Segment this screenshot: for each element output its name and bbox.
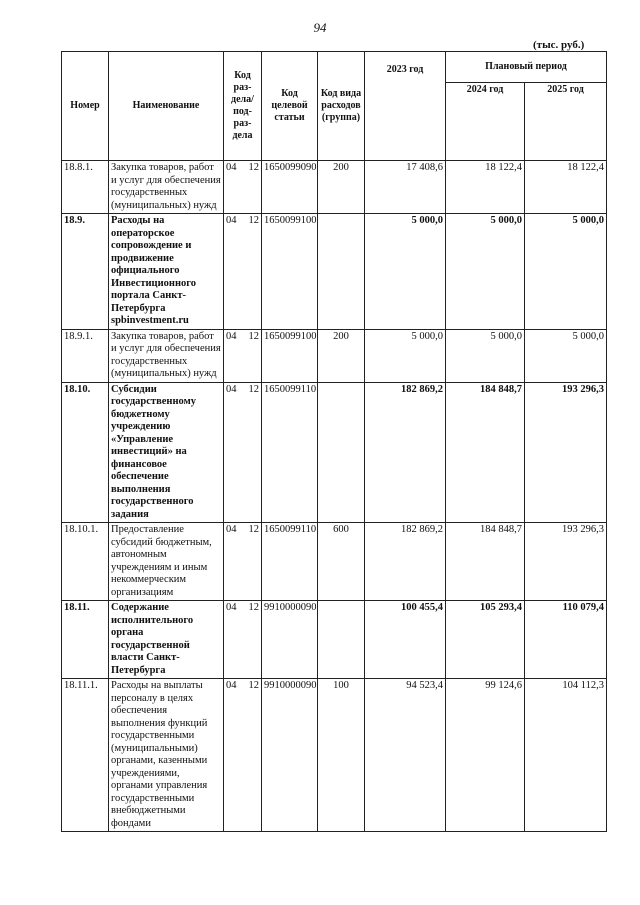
row-number: 18.9.1.	[62, 329, 109, 382]
row-target: 1650099100	[262, 214, 318, 330]
row-2024: 105 293,4	[446, 601, 525, 679]
row-expense-type	[318, 601, 365, 679]
row-subsection: 12	[248, 602, 259, 613]
row-section-cell	[224, 382, 262, 523]
row-number: 18.10.	[62, 382, 109, 523]
row-name: Расходы на выплаты персоналу в целях обеспечения выполнения функций государственными (муниципальными) органами, казенными учреждениями, органами управления государственными внебюджетными фондами	[109, 679, 224, 832]
row-2023: 182 869,2	[365, 382, 446, 523]
row-expense-type: 600	[318, 523, 365, 601]
header-2024: 2024 год	[446, 82, 525, 160]
header-section: Код раз-дела/ под-раз-дела	[224, 52, 262, 161]
row-expense-type: 200	[318, 161, 365, 214]
row-section: 04	[226, 602, 237, 613]
units-label: (тыс. руб.)	[533, 39, 585, 51]
row-target: 9910000090	[262, 601, 318, 679]
row-section-cell	[224, 523, 262, 601]
row-2023: 100 455,4	[365, 601, 446, 679]
row-name: Содержание исполнительного органа государственной власти Санкт-Петербурга	[109, 601, 224, 679]
row-section: 04	[226, 215, 237, 226]
row-name: Закупка товаров, работ и услуг для обеспечения государственных (муниципальных) нужд	[109, 161, 224, 214]
row-2024: 5 000,0	[446, 214, 525, 330]
row-name: Закупка товаров, работ и услуг для обеспечения государственных (муниципальных) нужд	[109, 329, 224, 382]
header-number: Номер	[62, 52, 109, 161]
header-row	[62, 52, 607, 83]
row-name: Субсидии государственному бюджетному учреждению «Управление инвестиций» на финансовое обеспечение выполнения государственного задания	[109, 382, 224, 523]
row-target: 1650099110	[262, 523, 318, 601]
row-2024: 184 848,7	[446, 523, 525, 601]
row-2025: 5 000,0	[525, 214, 607, 330]
table-row	[62, 679, 607, 832]
row-section-cell	[224, 329, 262, 382]
header-2025: 2025 год	[525, 82, 607, 160]
row-target: 1650099090	[262, 161, 318, 214]
row-section-cell	[224, 601, 262, 679]
row-subsection: 12	[248, 162, 259, 173]
header-2023: 2023 год	[365, 52, 446, 161]
row-2025: 110 079,4	[525, 601, 607, 679]
row-section: 04	[226, 330, 237, 342]
row-target: 1650099110	[262, 382, 318, 523]
page-number: 94	[313, 20, 327, 35]
row-number: 18.11.	[62, 601, 109, 679]
row-expense-type	[318, 382, 365, 523]
row-section: 04	[226, 162, 237, 173]
row-2023: 94 523,4	[365, 679, 446, 832]
row-2025: 5 000,0	[525, 329, 607, 382]
row-name: Расходы на операторское сопровождение и продвижение официального Инвестиционного портала Санкт-Петербурга spbinvestment.ru	[109, 214, 224, 330]
row-number: 18.9.	[62, 214, 109, 330]
row-expense-type	[318, 214, 365, 330]
header-planning-period: Плановый период	[446, 52, 607, 83]
table-row	[62, 329, 607, 382]
row-2024: 5 000,0	[446, 329, 525, 382]
row-expense-type: 200	[318, 329, 365, 382]
row-number: 18.8.1.	[62, 161, 109, 214]
row-subsection: 12	[248, 383, 259, 395]
table-row	[62, 601, 607, 679]
table-row	[62, 523, 607, 601]
header-name: Наименование	[109, 52, 224, 161]
row-section-cell	[224, 161, 262, 214]
row-subsection: 12	[248, 524, 259, 535]
row-2024: 18 122,4	[446, 161, 525, 214]
row-section: 04	[226, 680, 237, 691]
row-2024: 99 124,6	[446, 679, 525, 832]
row-section-cell	[224, 214, 262, 330]
row-number: 18.10.1.	[62, 523, 109, 601]
header-expense-type: Код вида расходов (группа)	[318, 52, 365, 161]
row-expense-type: 100	[318, 679, 365, 832]
header-target: Код целевой статьи	[262, 52, 318, 161]
row-number: 18.11.1.	[62, 679, 109, 832]
row-2025: 104 112,3	[525, 679, 607, 832]
row-target: 1650099100	[262, 329, 318, 382]
row-section: 04	[226, 383, 237, 395]
row-2025: 18 122,4	[525, 161, 607, 214]
row-2025: 193 296,3	[525, 523, 607, 601]
budget-table	[61, 51, 607, 832]
row-2025: 193 296,3	[525, 382, 607, 523]
row-2023: 17 408,6	[365, 161, 446, 214]
table-row	[62, 382, 607, 523]
row-subsection: 12	[248, 215, 259, 226]
row-subsection: 12	[248, 680, 259, 691]
row-2023: 5 000,0	[365, 329, 446, 382]
row-section: 04	[226, 524, 237, 535]
row-2023: 182 869,2	[365, 523, 446, 601]
row-2024: 184 848,7	[446, 382, 525, 523]
table-body	[62, 161, 607, 832]
row-section-cell	[224, 679, 262, 832]
row-target: 9910000090	[262, 679, 318, 832]
row-name: Предоставление субсидий бюджетным, автономным учреждениям и иным некоммерческим организациям	[109, 523, 224, 601]
table-row	[62, 161, 607, 214]
table-row	[62, 214, 607, 330]
row-2023: 5 000,0	[365, 214, 446, 330]
row-subsection: 12	[248, 330, 259, 342]
